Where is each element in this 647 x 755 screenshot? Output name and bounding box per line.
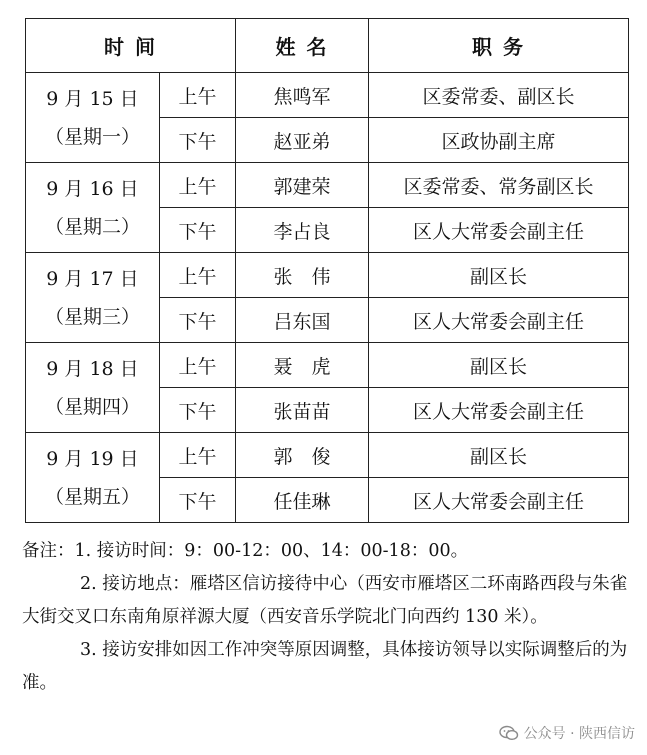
date-label: 9 月 19 日 [46,447,139,470]
date-cell [26,73,160,163]
position-cell: 副区长 [369,433,629,478]
date-cell [26,343,160,433]
position-cell: 区政协副主席 [369,118,629,163]
name-cell: 张苗苗 [236,388,369,433]
header-position: 职 务 [369,19,629,73]
table-row [26,163,629,208]
position-cell: 区委常委、常务副区长 [369,163,629,208]
date-cell [26,253,160,343]
date-label: 9 月 15 日 [46,87,139,110]
note-location: 2. 接访地点：雁塔区信访接待中心（西安市雁塔区二环南路西段与朱雀大街交叉口东南角原祥源大厦（西安音乐学院北门向西约 130 米）。 [22,574,628,627]
header-row [26,19,629,73]
header-time: 时 间 [26,19,236,73]
wechat-icon [499,725,519,741]
name-cell: 焦鸣军 [236,73,369,118]
watermark-text: 公众号 · 陕西信访 [523,726,635,742]
table-row [26,433,629,478]
header-name: 姓 名 [236,19,369,73]
period-cell: 下午 [160,208,236,253]
position-cell: 副区长 [369,253,629,298]
period-cell: 下午 [160,388,236,433]
name-cell: 聂 虎 [236,343,369,388]
name-cell: 任佳琳 [236,478,369,523]
period-cell: 上午 [160,163,236,208]
weekday-label: （星期二） [44,215,140,238]
period-cell: 下午 [160,478,236,523]
position-cell: 区人大常委会副主任 [369,388,629,433]
weekday-label: （星期三） [44,305,140,328]
period-cell: 上午 [160,343,236,388]
position-cell: 副区长 [369,343,629,388]
period-cell: 下午 [160,118,236,163]
name-cell: 赵亚弟 [236,118,369,163]
date-label: 9 月 16 日 [46,177,139,200]
name-cell: 郭建荣 [236,163,369,208]
schedule-table [25,18,629,523]
weekday-label: （星期一） [44,125,140,148]
name-cell: 吕东国 [236,298,369,343]
table-row [26,253,629,298]
table-row [26,343,629,388]
period-cell: 上午 [160,433,236,478]
name-cell: 李占良 [236,208,369,253]
name-cell: 张 伟 [236,253,369,298]
position-cell: 区委常委、副区长 [369,73,629,118]
period-cell: 上午 [160,253,236,298]
position-cell: 区人大常委会副主任 [369,208,629,253]
period-cell: 上午 [160,73,236,118]
note-adjustment: 3. 接访安排如因工作冲突等原因调整，具体接访领导以实际调整后的为准。 [22,640,628,693]
table-row [26,73,629,118]
date-label: 9 月 18 日 [46,357,139,380]
name-cell: 郭 俊 [236,433,369,478]
note-time: 备注：1. 接访时间：9：00-12：00、14：00-18：00。 [22,541,469,561]
date-cell [26,433,160,523]
date-label: 9 月 17 日 [46,267,139,290]
weekday-label: （星期四） [44,395,140,418]
position-cell: 区人大常委会副主任 [369,478,629,523]
notes-section [22,535,632,700]
period-cell: 下午 [160,298,236,343]
position-cell: 区人大常委会副主任 [369,298,629,343]
watermark [499,723,635,743]
weekday-label: （星期五） [44,485,140,508]
date-cell [26,163,160,253]
